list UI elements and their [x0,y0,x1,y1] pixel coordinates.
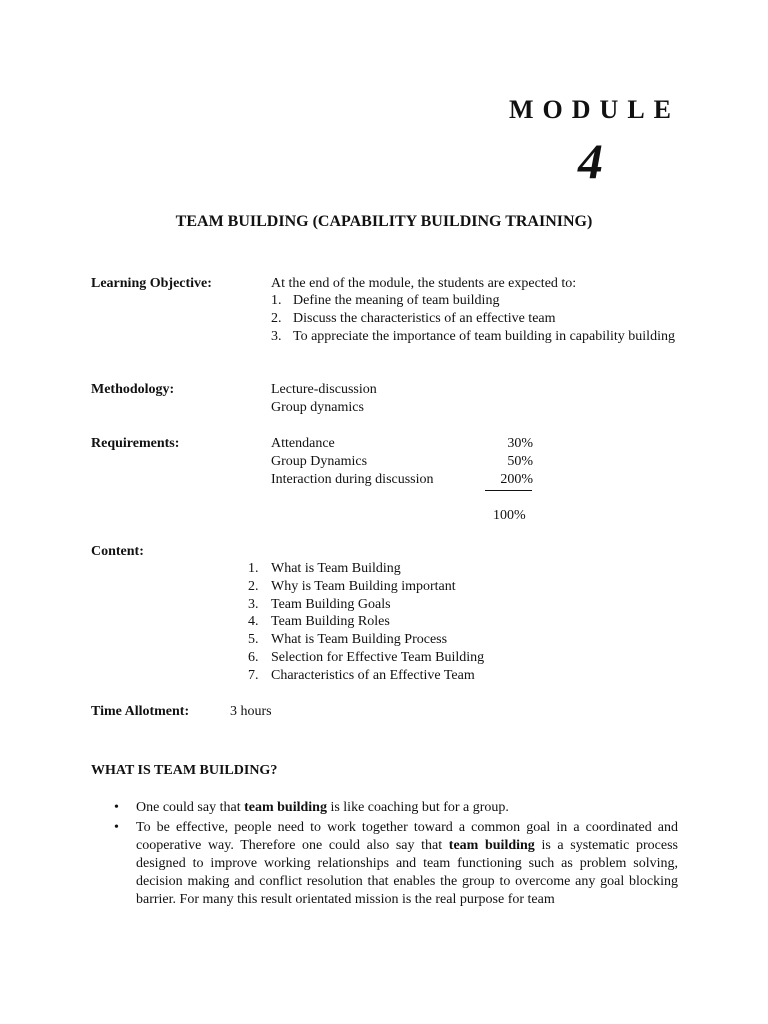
bullet-text-pre: To be effective, people need to work together toward a common goal in a coordinated and cooperative way. Therefore one could also say that [136,820,678,853]
section-heading: WHAT IS TEAM BUILDING? [91,763,278,778]
list-number: 5. [248,632,259,648]
list-item [248,578,484,596]
bullet-text-bold: team building [244,800,327,815]
list-text: Selection for Effective Team Building [271,649,485,665]
list-text: Characteristics of an Effective Team [271,667,475,683]
bullet-text-bold: team building [448,838,535,853]
list-item [248,667,484,685]
module-number: 4 [578,133,603,189]
list-item [248,649,484,667]
requirement-percent: 200% [500,472,533,487]
list-text: What is Team Building Process [271,632,448,648]
list-number: 2. [248,578,259,594]
list-number: 1. [248,561,259,576]
list-item [248,613,484,631]
learning-objective-intro: At the end of the module, the students are expected to: [271,276,577,291]
methodology-label: Methodology: [91,382,175,397]
requirement-row [271,472,533,488]
requirement-name: Attendance [271,436,335,451]
list-number: 7. [248,667,259,683]
list-text: What is Team Building [271,561,401,576]
requirement-row [271,436,533,452]
list-text: Why is Team Building important [271,578,456,594]
requirement-percent: 50% [507,454,533,469]
bullet-text-post: is like coaching but for a group. [326,800,509,815]
content-list [248,560,484,685]
learning-objective-label: Learning Objective: [91,276,212,291]
bullet-item [114,799,678,817]
list-number: 4. [248,614,259,630]
list-item [248,560,484,578]
list-text: To appreciate the importance of team building in capability building [293,329,675,344]
list-number: 3. [248,596,259,612]
methodology-item: Group dynamics [271,400,364,415]
list-item [248,596,484,614]
requirement-name: Group Dynamics [271,454,368,469]
list-number: 6. [248,649,259,665]
requirements-label: Requirements: [91,436,180,451]
list-item [271,292,677,310]
content-label: Content: [91,544,144,559]
requirement-total: 100% [493,508,526,523]
bullet-text-pre: One could say that [136,800,245,815]
time-allotment-value: 3 hours [230,704,272,719]
list-item [271,310,677,328]
requirement-name: Interaction during discussion [271,472,434,487]
list-text: Discuss the characteristics of an effective team [293,311,556,326]
methodology-item: Lecture-discussion [271,382,377,397]
list-text: Define the meaning of team building [293,293,500,308]
list-item [248,631,484,649]
page-title: TEAM BUILDING (CAPABILITY BUILDING TRAINING) [175,213,593,230]
list-number: 2. [271,311,282,326]
requirement-percent: 30% [507,436,533,451]
list-item [271,328,677,346]
bullet-item [114,819,678,909]
bullet-icon: • [114,820,119,835]
list-number: 3. [271,329,282,344]
time-allotment-label: Time Allotment: [91,704,190,719]
requirement-row [271,454,533,470]
bullet-list [114,799,678,911]
total-divider [485,490,532,491]
list-text: Team Building Goals [271,596,391,612]
bullet-icon: • [114,800,119,815]
module-heading: MODULE [509,95,680,124]
list-text: Team Building Roles [271,614,390,630]
objective-list [271,292,677,346]
list-number: 1. [271,293,282,308]
bullet-text-post: is a systematic process designed to improve working relationships and team functioning such as problem solving, decision making and conflict resolution that enables the group to overcome any goal blocking barrier. For many this result orientated mission is the real purpose for team [136,838,678,907]
